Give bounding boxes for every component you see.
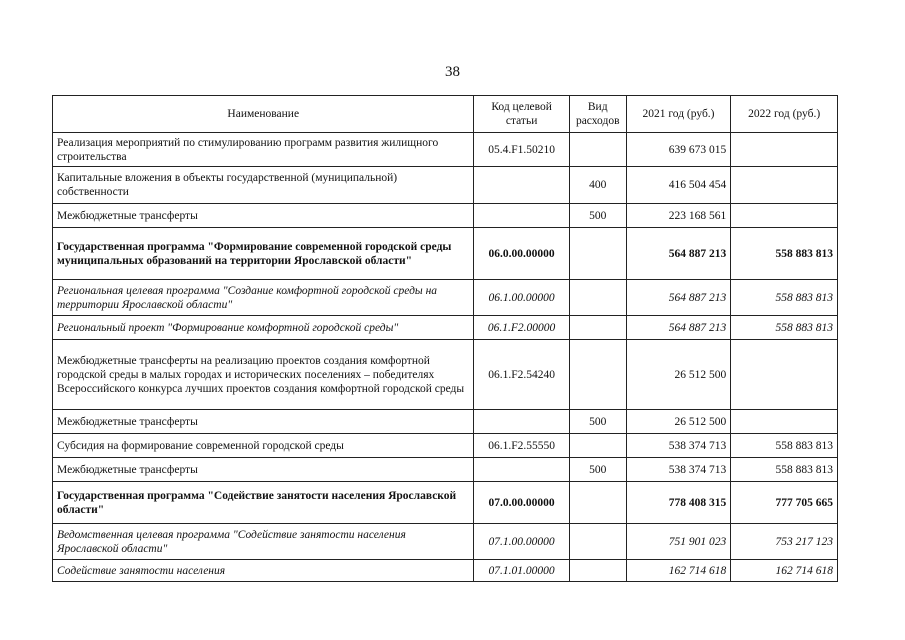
table-row <box>53 280 838 316</box>
row-2022: 558 883 813 <box>731 316 838 340</box>
table-row <box>53 458 838 482</box>
row-kind <box>569 340 626 410</box>
row-kind <box>569 316 626 340</box>
table-header-row <box>53 96 838 133</box>
row-2021: 564 887 213 <box>626 280 731 316</box>
header-2022: 2022 год (руб.) <box>731 96 838 133</box>
row-name: Межбюджетные трансферты <box>53 410 474 434</box>
row-kind: 400 <box>569 167 626 204</box>
row-kind <box>569 524 626 560</box>
table-row <box>53 316 838 340</box>
row-2022: 558 883 813 <box>731 280 838 316</box>
row-2022: 777 705 665 <box>731 482 838 524</box>
row-2021: 416 504 454 <box>626 167 731 204</box>
row-name: Государственная программа "Содействие занятости населения Ярославской области" <box>53 482 474 524</box>
row-code: 06.0.00.00000 <box>474 228 569 280</box>
row-kind <box>569 434 626 458</box>
row-2021: 538 374 713 <box>626 458 731 482</box>
row-kind: 500 <box>569 204 626 228</box>
header-kind: Вид расходов <box>569 96 626 133</box>
table-row <box>53 133 838 167</box>
row-code <box>474 410 569 434</box>
row-name: Региональный проект "Формирование комфортной городской среды" <box>53 316 474 340</box>
row-name: Государственная программа "Формирование современной городской среды муниципальных образований на территории Ярославской области" <box>53 228 474 280</box>
row-2021: 223 168 561 <box>626 204 731 228</box>
row-code: 07.1.01.00000 <box>474 560 569 582</box>
row-2021: 162 714 618 <box>626 560 731 582</box>
row-code: 07.1.00.00000 <box>474 524 569 560</box>
row-2022: 162 714 618 <box>731 560 838 582</box>
row-kind <box>569 280 626 316</box>
row-name: Межбюджетные трансферты <box>53 204 474 228</box>
row-2021: 26 512 500 <box>626 340 731 410</box>
row-code: 06.1.F2.54240 <box>474 340 569 410</box>
row-2021: 538 374 713 <box>626 434 731 458</box>
table-row <box>53 204 838 228</box>
header-2021: 2021 год (руб.) <box>626 96 731 133</box>
row-kind: 500 <box>569 410 626 434</box>
row-2021: 564 887 213 <box>626 228 731 280</box>
row-2022 <box>731 133 838 167</box>
row-code <box>474 167 569 204</box>
row-2021: 778 408 315 <box>626 482 731 524</box>
header-code: Код целевой статьи <box>474 96 569 133</box>
row-kind: 500 <box>569 458 626 482</box>
table-row <box>53 524 838 560</box>
table-row <box>53 340 838 410</box>
row-kind <box>569 133 626 167</box>
table-row <box>53 482 838 524</box>
header-name: Наименование <box>53 96 474 133</box>
row-code <box>474 204 569 228</box>
row-name: Региональная целевая программа "Создание комфортной городской среды на территории Ярославской области" <box>53 280 474 316</box>
row-code: 06.1.F2.55550 <box>474 434 569 458</box>
row-name: Межбюджетные трансферты на реализацию проектов создания комфортной городской среды в малых городах и исторических поселениях – победителях Всероссийского конкурса лучших проектов создания комфортной городской среды <box>53 340 474 410</box>
row-2022: 558 883 813 <box>731 458 838 482</box>
row-2022 <box>731 167 838 204</box>
row-code: 05.4.F1.50210 <box>474 133 569 167</box>
page-number: 38 <box>445 64 460 80</box>
row-code <box>474 458 569 482</box>
row-2022 <box>731 204 838 228</box>
row-2021: 564 887 213 <box>626 316 731 340</box>
table-row <box>53 560 838 582</box>
row-2022: 753 217 123 <box>731 524 838 560</box>
row-code: 07.0.00.00000 <box>474 482 569 524</box>
table-row <box>53 410 838 434</box>
row-name: Межбюджетные трансферты <box>53 458 474 482</box>
row-2021: 26 512 500 <box>626 410 731 434</box>
table-row <box>53 434 838 458</box>
row-name: Содействие занятости населения <box>53 560 474 582</box>
row-name: Капитальные вложения в объекты государственной (муниципальной) собственности <box>53 167 474 204</box>
row-kind <box>569 228 626 280</box>
row-2022: 558 883 813 <box>731 228 838 280</box>
row-code: 06.1.00.00000 <box>474 280 569 316</box>
budget-table <box>52 95 838 582</box>
row-name: Реализация мероприятий по стимулированию программ развития жилищного строительства <box>53 133 474 167</box>
row-kind <box>569 482 626 524</box>
row-2022 <box>731 340 838 410</box>
row-name: Ведомственная целевая программа "Содействие занятости населения Ярославской области" <box>53 524 474 560</box>
row-2021: 751 901 023 <box>626 524 731 560</box>
table-row <box>53 228 838 280</box>
row-kind <box>569 560 626 582</box>
row-2022 <box>731 410 838 434</box>
row-code: 06.1.F2.00000 <box>474 316 569 340</box>
row-2022: 558 883 813 <box>731 434 838 458</box>
table-row <box>53 167 838 204</box>
row-2021: 639 673 015 <box>626 133 731 167</box>
row-name: Субсидия на формирование современной городской среды <box>53 434 474 458</box>
